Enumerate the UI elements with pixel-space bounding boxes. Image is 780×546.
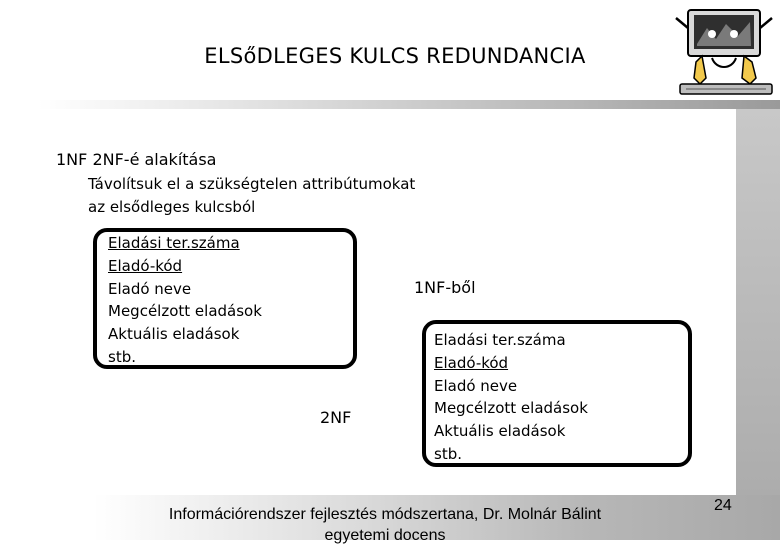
- left-attr-target-sales: Megcélzott eladások: [108, 302, 262, 321]
- left-attr-seller-code: Eladó-kód: [108, 256, 183, 275]
- left-attribute-list: [108, 232, 262, 369]
- left-attr-seller-name: Eladó neve: [108, 279, 192, 298]
- left-attr-actual-sales: Aktuális eladások: [108, 325, 240, 344]
- section-heading: 1NF 2NF-é alakítása: [56, 150, 217, 169]
- right-attr-actual-sales: Aktuális eladások: [434, 422, 566, 441]
- label-2nf: 2NF: [320, 408, 352, 427]
- right-decor-bar: [736, 109, 780, 540]
- computer-mascot-logo: [672, 6, 778, 98]
- instruction-line-1: Távolítsuk el a szükségtelen attribútumokat: [88, 175, 416, 193]
- slide-title: ELSőDLEGES KULCS REDUNDANCIA: [204, 44, 586, 68]
- header-divider: [38, 100, 780, 109]
- right-attr-etc: stb.: [434, 444, 462, 463]
- right-attr-sales-territory: Eladási ter.száma: [434, 331, 566, 349]
- right-attr-target-sales: Megcélzott eladások: [434, 399, 588, 418]
- instruction-text: [88, 173, 415, 219]
- label-from-1nf: 1NF-ből: [414, 278, 476, 297]
- right-attr-seller-name: Eladó neve: [434, 376, 518, 395]
- footer-line-1: Információrendszer fejlesztés módszertana, Dr. Molnár Bálint: [168, 506, 602, 523]
- right-attr-seller-code: Eladó-kód: [434, 353, 509, 372]
- page-number: 24: [714, 497, 732, 514]
- footer-line-2: egyetemi docens: [324, 527, 446, 544]
- right-attribute-list: [434, 329, 588, 466]
- left-attr-etc: stb.: [108, 347, 136, 366]
- left-attr-sales-territory: Eladási ter.száma: [108, 234, 240, 252]
- instruction-line-2: az elsődleges kulcsból: [88, 198, 256, 216]
